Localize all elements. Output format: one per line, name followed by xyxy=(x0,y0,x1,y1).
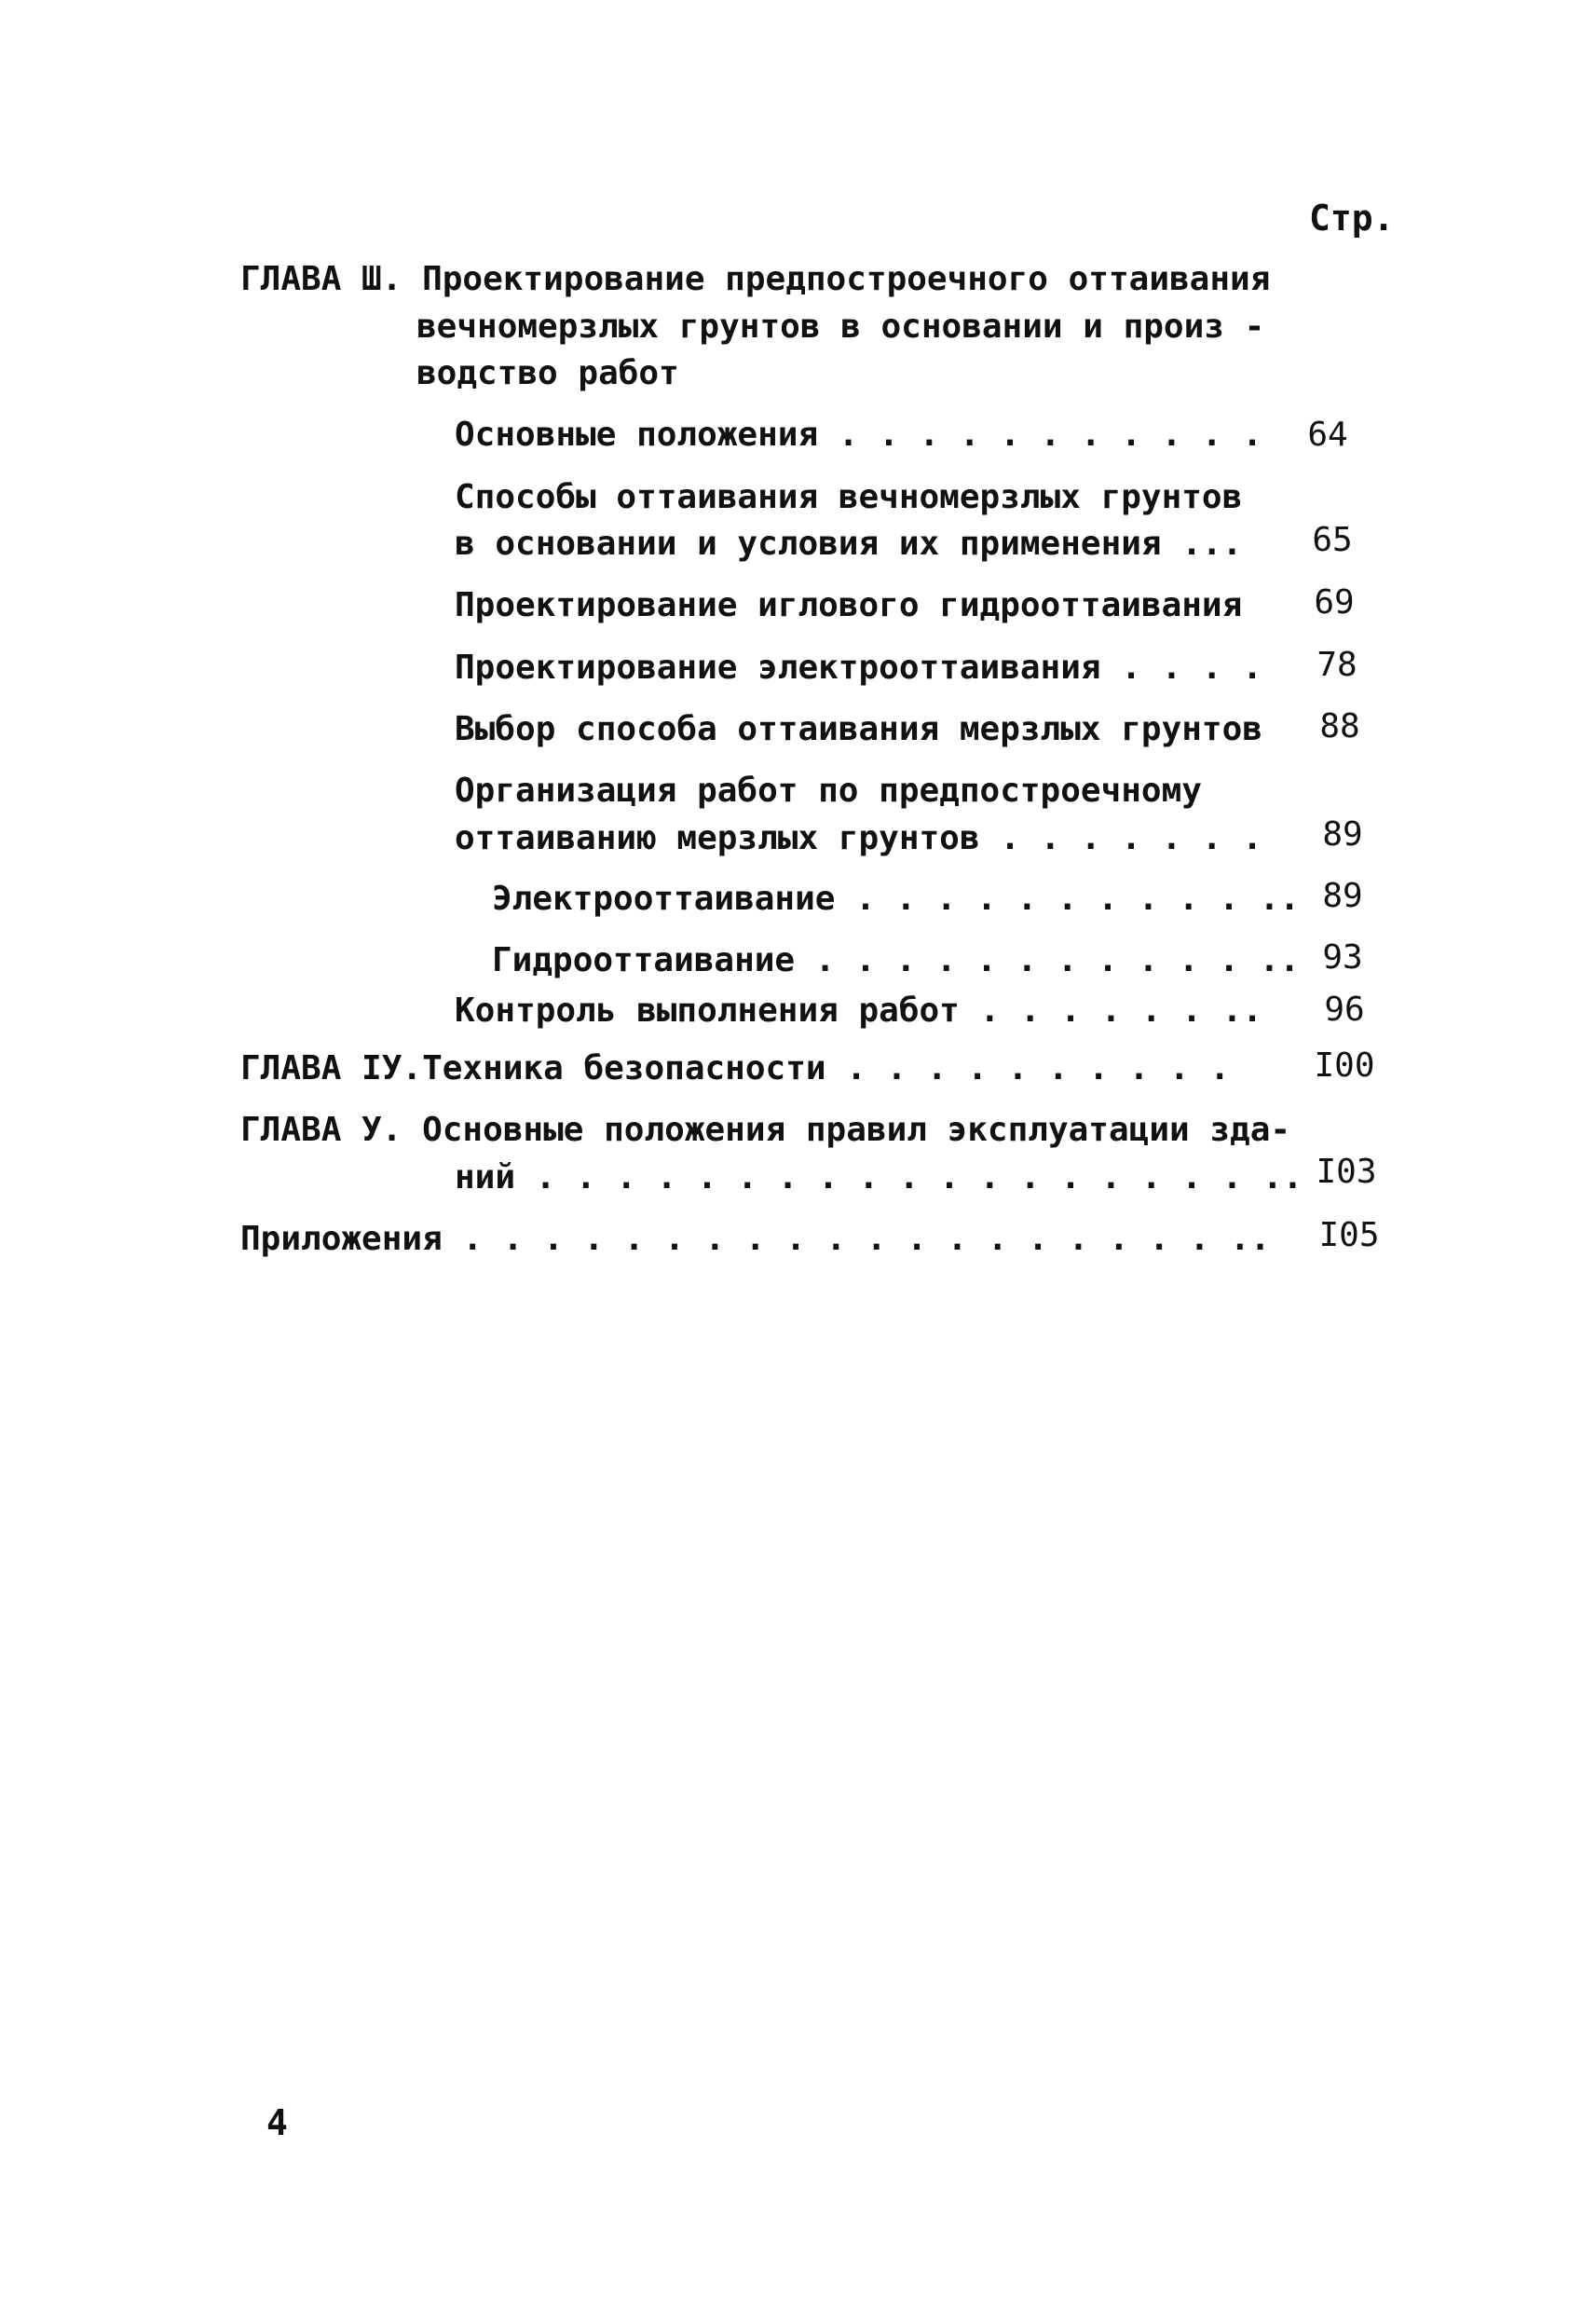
toc-entry-title: Организация работ по предпостроечному xyxy=(455,772,1202,810)
toc-subentry-title: Гидрооттаивание . . . . . . . . . . . .. xyxy=(492,941,1300,979)
toc-entry-page: I03 xyxy=(1316,1153,1377,1191)
toc-entry-page: 64 xyxy=(1307,416,1348,454)
toc-entry-page: 88 xyxy=(1319,707,1360,745)
page-number: 4 xyxy=(266,2102,288,2143)
toc-entry-title-cont: в основании и условия их применения ... xyxy=(455,525,1243,563)
toc-entry-page: I00 xyxy=(1314,1046,1375,1085)
toc-entry-title: Контроль выполнения работ . . . . . . .. xyxy=(455,991,1262,1030)
toc-entry-page: 93 xyxy=(1322,938,1363,977)
toc-chapter-3-line-1: ГЛАВА Ш. Проектирование предпостроечного оттаивания xyxy=(240,260,1271,298)
toc-entry-title: Основные положения . . . . . . . . . . . xyxy=(455,416,1262,454)
toc-entry-title: Проектирование электрооттаивания . . . . xyxy=(455,649,1262,687)
toc-entry-title: Способы оттаивания вечномерзлых грунтов xyxy=(455,478,1243,516)
page-column-label: Стр. xyxy=(1309,198,1395,239)
toc-entry-page: 96 xyxy=(1324,991,1365,1029)
toc-entry-page: 69 xyxy=(1314,583,1355,622)
toc-chapter-5-line-2: ний . . . . . . . . . . . . . . . . . . .. xyxy=(455,1158,1303,1197)
toc-entry-page: I05 xyxy=(1318,1216,1380,1254)
toc-chapter-4: ГЛАВА IУ.Техника безопасности . . . . . . . . . . xyxy=(240,1049,1231,1087)
toc-chapter-3-line-3: водство работ xyxy=(416,354,679,392)
toc-appendices: Приложения . . . . . . . . . . . . . . . . . . . .. xyxy=(240,1220,1271,1258)
toc-chapter-5-line-1: ГЛАВА У. Основные положения правил эксплуатации зда- xyxy=(240,1111,1291,1149)
toc-entry-page: 78 xyxy=(1316,646,1357,684)
toc-entry-title-cont: оттаиванию мерзлых грунтов . . . . . . . xyxy=(455,819,1262,857)
toc-entry-page: 89 xyxy=(1322,815,1363,854)
toc-entry-title: Выбор способа оттаивания мерзлых грунтов xyxy=(455,710,1262,748)
toc-chapter-3-line-2: вечномерзлых грунтов в основании и произ - xyxy=(416,308,1265,346)
toc-entry-page: 89 xyxy=(1322,877,1363,915)
toc-entry-page: 65 xyxy=(1312,521,1353,559)
toc-subentry-title: Электрооттаивание . . . . . . . . . . .. xyxy=(492,880,1300,918)
toc-entry-title: Проектирование иглового гидрооттаивания xyxy=(455,586,1243,624)
